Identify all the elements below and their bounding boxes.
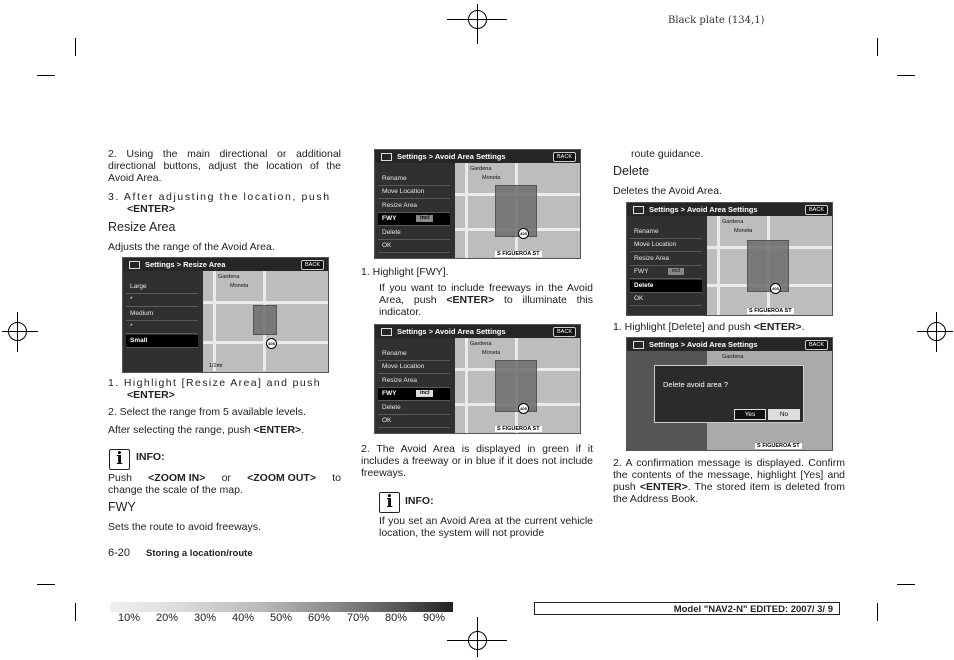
page-section: Storing a location/route xyxy=(146,548,253,559)
freeway-shield: 405 xyxy=(518,228,529,239)
back-button[interactable]: BACK xyxy=(553,327,576,337)
delete-step-1: 1. Highlight [Delete] and push <ENTER>. xyxy=(613,321,805,333)
map-view xyxy=(455,338,580,433)
freeway-shield: 405 xyxy=(518,403,529,414)
avoid-area xyxy=(253,305,277,335)
fwy-desc: Sets the route to avoid freeways. xyxy=(108,521,261,533)
info-text: If you set an Avoid Area at the current vehicle location, the system will not provide xyxy=(379,515,593,539)
map-label: Moneta xyxy=(230,283,249,289)
crop-mark xyxy=(877,38,878,56)
menu-item-resize-area[interactable]: Resize Area xyxy=(378,200,450,213)
menu-item-fwy[interactable]: FWY incl xyxy=(630,266,702,279)
fwy-heading: FWY xyxy=(108,500,136,514)
map-label: Gardena xyxy=(722,354,744,360)
info-text-line-2: change the scale of the map. xyxy=(108,484,243,496)
crop-mark xyxy=(75,38,76,56)
menu-item-ok[interactable]: OK xyxy=(378,415,450,428)
range-menu xyxy=(123,271,203,372)
fwy-step-1: 1. Highlight [FWY]. xyxy=(361,266,449,278)
street-label: S FIGUEROA ST xyxy=(497,251,540,257)
step-2-text: 2. Using the main directional or additional directional buttons, adjust the location of the Avoid Area. xyxy=(108,148,341,184)
fwy-step-1-detail: If you want to include freeways in the Avoid Area, push <ENTER> to illuminate this indicator. xyxy=(379,282,593,318)
percent-label: 60% xyxy=(308,612,331,624)
back-button[interactable]: BACK xyxy=(301,260,324,270)
plate-label: Black plate (134,1) xyxy=(668,15,765,26)
avoid-area xyxy=(747,240,789,292)
menu-item-rename[interactable]: Rename xyxy=(378,173,450,186)
freeway-shield: 405 xyxy=(770,283,781,294)
model-edited-box: Model "NAV2-N" EDITED: 2007/ 3/ 9 xyxy=(534,602,840,615)
freeway-shield: 405 xyxy=(266,338,277,349)
info-icon: i xyxy=(379,492,400,513)
incl-indicator: incl xyxy=(668,268,684,275)
info-text-line-1: Push <ZOOM IN> or <ZOOM OUT> to xyxy=(108,472,341,484)
street-label: S FIGUEROA ST xyxy=(749,308,792,314)
percent-label: 70% xyxy=(347,612,370,624)
crop-mark xyxy=(37,584,55,585)
registration-circle xyxy=(8,322,27,341)
menu-item-move-location[interactable]: Move Location xyxy=(378,361,450,374)
menu-item-level[interactable]: * xyxy=(126,294,198,307)
menu-item-rename[interactable]: Rename xyxy=(630,226,702,239)
menu-item-level[interactable]: * xyxy=(126,321,198,334)
menu-item-ok[interactable]: OK xyxy=(378,240,450,253)
settings-icon xyxy=(633,206,644,214)
settings-icon xyxy=(129,261,140,269)
screen-avoid-area-fwy-2 xyxy=(374,324,581,434)
menu-item-rename[interactable]: Rename xyxy=(378,348,450,361)
yes-button[interactable]: Yes xyxy=(734,409,766,420)
screen-title-bar: Settings > Resize Area xyxy=(123,258,328,271)
fwy-step-2: 2. The Avoid Area is displayed in green if it includes a freeway or in blue if it does not include freeways. xyxy=(361,443,593,479)
screen-title-bar: Settings > Avoid Area Settings xyxy=(627,338,832,351)
screen-delete-confirm xyxy=(626,337,833,451)
step-3-text: 3. After adjusting the location, push xyxy=(108,191,331,203)
percent-label: 10% xyxy=(118,612,141,624)
after-selecting-text: After selecting the range, push <ENTER>. xyxy=(108,424,305,436)
crop-mark xyxy=(37,75,55,76)
crop-mark xyxy=(897,75,915,76)
menu-item-large[interactable]: Large xyxy=(126,281,198,294)
page-number: 6-20 xyxy=(108,547,131,559)
scale-label: 1/2mi xyxy=(209,363,223,369)
crop-mark xyxy=(877,603,878,621)
menu-item-medium[interactable]: Medium xyxy=(126,308,198,321)
menu-item-resize-area[interactable]: Resize Area xyxy=(378,375,450,388)
back-button[interactable]: BACK xyxy=(805,340,828,350)
delete-step-2: 2. A confirmation message is displayed. Confirm the contents of the message, highlight [Yes] and push <ENTER>. The stored item is deleted from the Address Book. xyxy=(613,457,846,505)
map-view xyxy=(707,216,832,315)
registration-circle xyxy=(927,322,946,341)
settings-icon xyxy=(381,328,392,336)
map-label: Gardena xyxy=(470,166,492,172)
menu-item-fwy[interactable]: FWY incl xyxy=(378,213,450,226)
resize-step-1: 1. Highlight [Resize Area] and push xyxy=(108,377,322,389)
screen-avoid-area-fwy-1 xyxy=(374,149,581,259)
crop-mark xyxy=(75,603,76,621)
resize-area-heading: Resize Area xyxy=(108,220,176,234)
map-label: Moneta xyxy=(482,175,501,181)
map-label: Moneta xyxy=(734,228,753,234)
registration-circle xyxy=(468,10,487,29)
menu-item-fwy[interactable]: FWY incl xyxy=(378,388,450,401)
menu-item-delete[interactable]: Delete xyxy=(378,227,450,240)
percent-label: 90% xyxy=(423,612,446,624)
continued-text: route guidance. xyxy=(631,148,704,160)
back-button[interactable]: BACK xyxy=(553,152,576,162)
percent-label: 40% xyxy=(232,612,255,624)
menu-item-move-location[interactable]: Move Location xyxy=(630,239,702,252)
map-label: Gardena xyxy=(722,219,744,225)
menu-item-delete[interactable]: Delete xyxy=(630,280,702,293)
menu-item-small[interactable]: Small xyxy=(126,335,198,348)
percent-label: 20% xyxy=(156,612,179,624)
street-label: S FIGUEROA ST xyxy=(757,443,800,449)
menu-item-move-location[interactable]: Move Location xyxy=(378,186,450,199)
avoid-area xyxy=(495,185,537,237)
percent-label: 50% xyxy=(270,612,293,624)
back-button[interactable]: BACK xyxy=(805,205,828,215)
avoid-area-menu xyxy=(375,163,455,258)
dialog-message: Delete avoid area ? xyxy=(663,380,729,389)
avoid-area-menu xyxy=(375,338,455,433)
menu-item-resize-area[interactable]: Resize Area xyxy=(630,253,702,266)
menu-item-delete[interactable]: Delete xyxy=(378,402,450,415)
resize-step-2: 2. Select the range from 5 available levels. xyxy=(108,406,306,418)
screen-title-bar: Settings > Avoid Area Settings xyxy=(375,150,580,163)
delete-heading: Delete xyxy=(613,164,650,178)
step-3-key: <ENTER> xyxy=(127,203,175,215)
percent-label: 30% xyxy=(194,612,217,624)
screen-avoid-area-delete xyxy=(626,202,833,316)
screen-title-bar: Settings > Avoid Area Settings xyxy=(375,325,580,338)
registration-circle xyxy=(468,631,487,650)
map-label: Moneta xyxy=(482,350,501,356)
crop-mark xyxy=(897,584,915,585)
avoid-area xyxy=(495,360,537,412)
screen-resize-area xyxy=(122,257,329,373)
info-label: INFO: xyxy=(405,495,434,507)
map-label: Gardena xyxy=(218,274,240,280)
menu-item-ok[interactable]: OK xyxy=(630,293,702,306)
info-label: INFO: xyxy=(136,451,165,463)
confirm-dialog xyxy=(654,365,804,423)
percent-label: 80% xyxy=(385,612,408,624)
screen-title-bar: Settings > Avoid Area Settings xyxy=(627,203,832,216)
resize-area-desc: Adjusts the range of the Avoid Area. xyxy=(108,241,275,253)
avoid-area-menu xyxy=(627,216,707,315)
resize-step-1-key: <ENTER> xyxy=(127,389,175,401)
no-button[interactable]: No xyxy=(768,409,800,420)
map-view xyxy=(203,271,328,372)
settings-icon xyxy=(381,153,392,161)
map-view xyxy=(455,163,580,258)
incl-indicator: incl xyxy=(416,215,433,222)
gray-scale-bar xyxy=(110,602,453,612)
incl-indicator: incl xyxy=(416,390,433,397)
map-label: Gardena xyxy=(470,341,492,347)
delete-desc: Deletes the Avoid Area. xyxy=(613,185,722,197)
street-label: S FIGUEROA ST xyxy=(497,426,540,432)
settings-icon xyxy=(633,341,644,349)
info-icon: i xyxy=(109,449,130,470)
